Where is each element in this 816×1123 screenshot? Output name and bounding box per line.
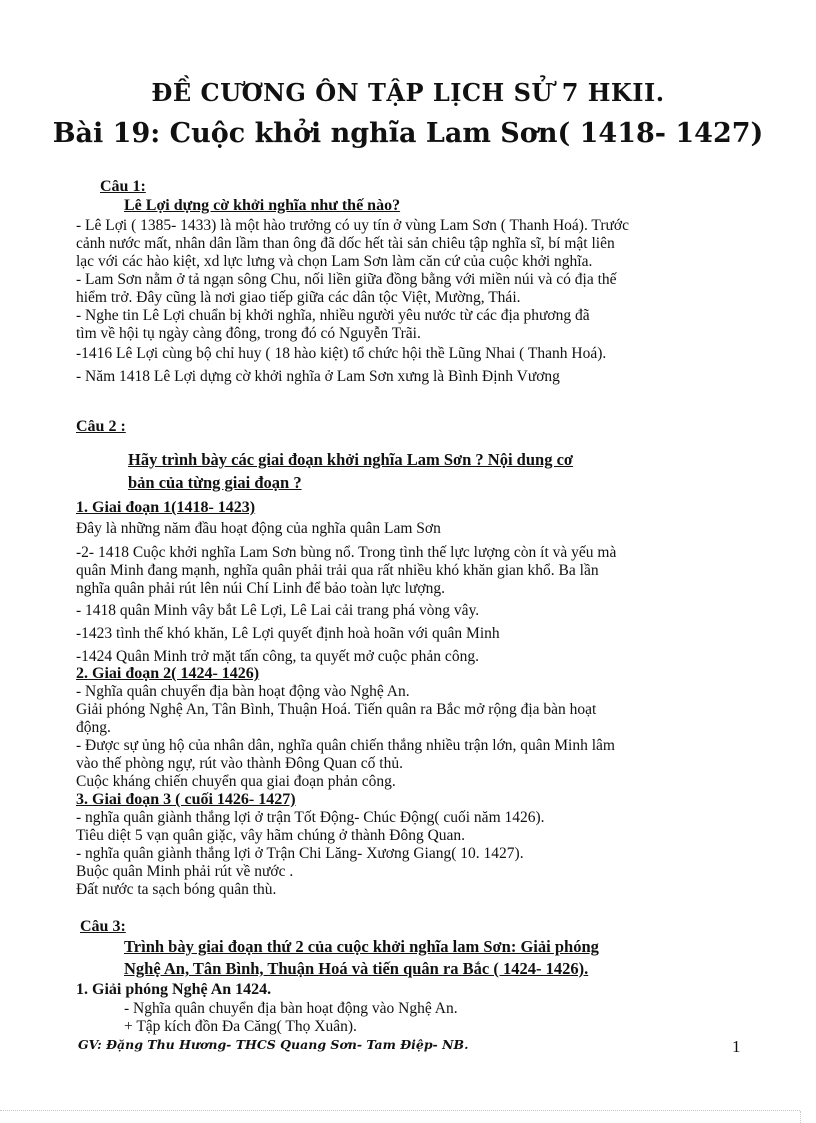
question-3-text-line-2: Nghệ An, Tân Bình, Thuận Hoá và tiến quân ra Bắc ( 1424- 1426). [124, 959, 589, 978]
question-3-text-line-1: Trình bày giai đoạn thứ 2 của cuộc khởi nghĩa lam Sơn: Giải phóng [124, 937, 599, 956]
lesson-title: Bài 19: Cuộc khởi nghĩa Lam Sơn( 1418- 1427) [52, 118, 764, 149]
phase-1-line: nghĩa quân phải rút lên núi Chí Linh để bảo toàn lực lượng. [76, 580, 445, 597]
question-1-line: tìm về hội tụ ngày càng đông, trong đó có Nguyễn Trãi. [76, 325, 421, 342]
phase-1-line: -2- 1418 Cuộc khởi nghĩa Lam Sơn bùng nổ. Trong tình thế lực lượng còn ít và yếu mà [76, 544, 617, 561]
page-edge-marker [800, 1111, 801, 1123]
phase-3-line: - nghĩa quân giành thắng lợi ở trận Tốt Động- Chúc Động( cuối năm 1426). [76, 809, 545, 826]
phase-3-line: Tiêu diệt 5 vạn quân giặc, vây hãm chúng ở thành Đông Quan. [76, 827, 466, 844]
phase-1-title: 1. Giai đoạn 1(1418- 1423) [76, 499, 256, 516]
phase-3-title: 3. Giai đoạn 3 ( cuối 1426- 1427) [76, 791, 296, 808]
question-1-line: hiểm trở. Đây cũng là nơi giao tiếp giữa các dân tộc Việt, Mường, Thái. [76, 289, 521, 306]
question-3-subtitle: 1. Giải phóng Nghệ An 1424. [76, 981, 272, 998]
question-3-line: + Tập kích đồn Đa Căng( Thọ Xuân). [124, 1018, 357, 1035]
question-1-line: lạc với các hào kiệt, xd lực lưng và chọn Lam Sơn làm căn cứ của cuộc khởi nghĩa. [76, 253, 593, 270]
question-2-text-line-1: Hãy trình bày các giai đoạn khởi nghĩa Lam Sơn ? Nội dung cơ [128, 450, 574, 469]
footer-author: GV: Đặng Thu Hương- THCS Quang Sơn- Tam Điệp- NB. [78, 1037, 469, 1052]
phase-2-line: - Được sự ủng hộ của nhân dân, nghĩa quân chiến thắng nhiều trận lớn, quân Minh lâm [76, 737, 615, 754]
phase-3-line: Đất nước ta sạch bóng quân thù. [76, 881, 277, 898]
phase-2-line: - Nghĩa quân chuyển địa bàn hoạt động vào Nghệ An. [76, 683, 410, 700]
phase-2-title: 2. Giai đoạn 2( 1424- 1426) [76, 665, 260, 682]
phase-2-line: động. [76, 719, 111, 736]
question-1-line: cảnh nước mất, nhân dân lầm than ông đã dốc hết tài sản chiêu tập nghĩa sĩ, bí mật liên [76, 235, 615, 252]
question-3-line: - Nghĩa quân chuyển địa bàn hoạt động vào Nghệ An. [124, 1000, 458, 1017]
phase-3-line: - nghĩa quân giành thắng lợi ở Trận Chi Lăng- Xương Giang( 10. 1427). [76, 845, 524, 862]
question-1-line: - Lam Sơn nằm ở tả ngạn sông Chu, nối liền giữa đồng bằng với miền núi và có địa thế [76, 271, 617, 288]
question-1-label: Câu 1: [100, 178, 146, 195]
phase-1-line: -1423 tình thế khó khăn, Lê Lợi quyết định hoà hoãn với quân Minh [76, 625, 500, 642]
question-1-line: - Nghe tin Lê Lợi chuẩn bị khởi nghĩa, nhiều người yêu nước từ các địa phương đã [76, 307, 590, 324]
question-1-line: - Năm 1418 Lê Lợi dựng cờ khởi nghĩa ở Lam Sơn xưng là Bình Định Vương [76, 368, 560, 385]
question-3-label: Câu 3: [80, 918, 126, 935]
page-edge-divider [0, 1110, 800, 1111]
page-number: 1 [732, 1037, 741, 1056]
phase-1-line: quân Minh đang mạnh, nghĩa quân phải trải qua rất nhiều khó khăn gian khổ. Ba lần [76, 562, 599, 579]
phase-2-line: Giải phóng Nghệ An, Tân Bình, Thuận Hoá. Tiến quân ra Bắc mở rộng địa bàn hoạt [76, 701, 597, 718]
phase-1-line: - 1418 quân Minh vây bắt Lê Lợi, Lê Lai cải trang phá vòng vây. [76, 602, 480, 619]
question-1-line: -1416 Lê Lợi cùng bộ chỉ huy ( 18 hào kiệt) tổ chức hội thề Lũng Nhai ( Thanh Hoá). [76, 345, 607, 362]
phase-3-line: Buộc quân Minh phải rút về nước . [76, 863, 294, 880]
phase-2-line: Cuộc kháng chiến chuyển qua giai đoạn phản công. [76, 773, 396, 790]
question-2-text-line-2: bản của từng giai đoạn ? [128, 473, 302, 492]
phase-1-line: -1424 Quân Minh trở mặt tấn công, ta quyết mở cuộc phản công. [76, 648, 479, 665]
question-2-label: Câu 2 : [76, 418, 126, 435]
document-title: ĐỀ CƯƠNG ÔN TẬP LỊCH SỬ 7 HKII. [151, 78, 665, 107]
phase-2-line: vào thế phòng ngự, rút vào thành Đông Quan cố thủ. [76, 755, 403, 772]
phase-1-line: Đây là những năm đầu hoạt động của nghĩa quân Lam Sơn [76, 520, 441, 537]
question-1-line: - Lê Lợi ( 1385- 1433) là một hào trưởng có uy tín ở vùng Lam Sơn ( Thanh Hoá). Trước [76, 217, 629, 234]
question-1-text: Lê Lợi dựng cờ khởi nghĩa như thế nào? [124, 197, 401, 214]
